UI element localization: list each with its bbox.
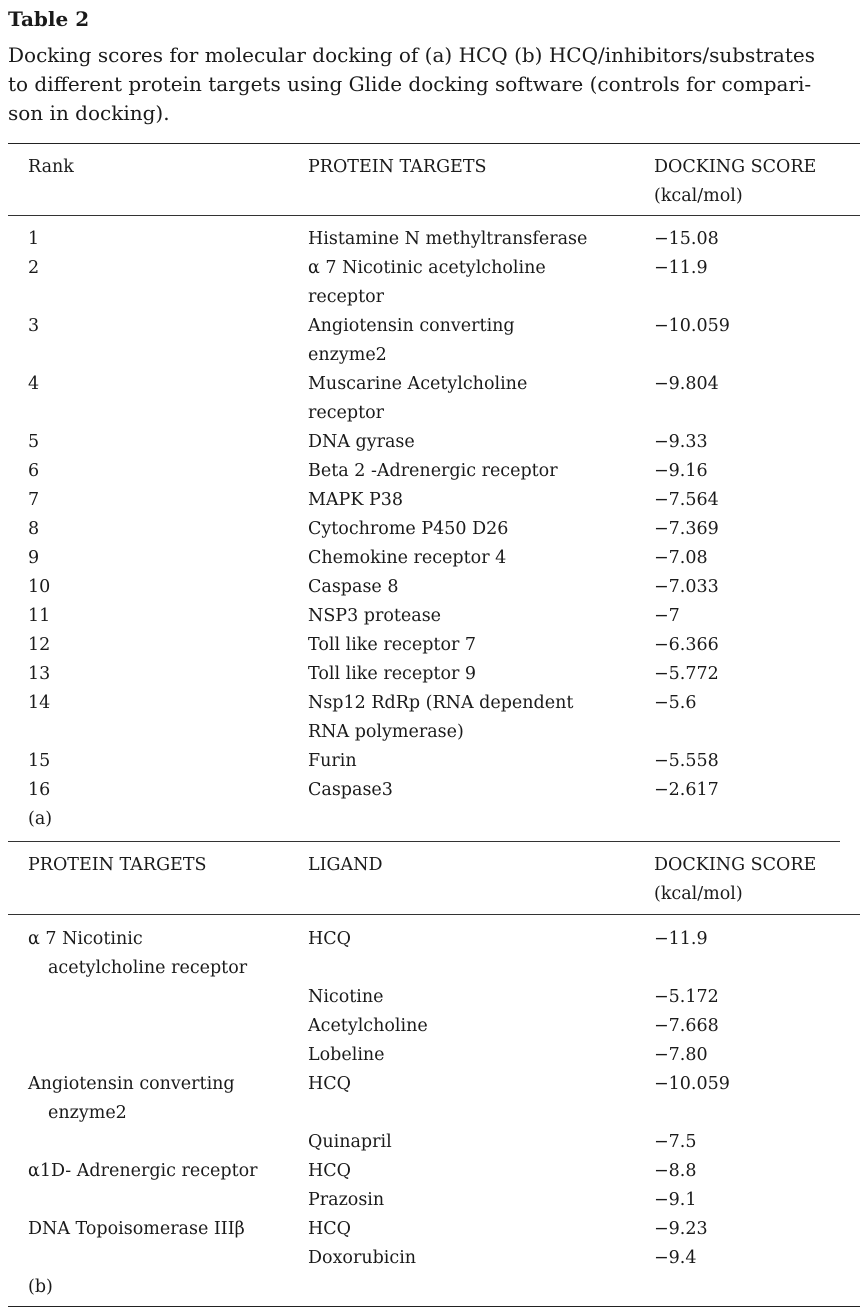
- caption-line: son in docking).: [8, 101, 170, 125]
- table-caption: [8, 41, 860, 128]
- rank-cell: 3: [28, 316, 40, 336]
- ligand-cell: Acetylcholine: [308, 1016, 428, 1036]
- docking-score-cell: −5.772: [654, 664, 719, 684]
- column-header-ligand: LIGAND: [308, 855, 383, 875]
- column-header-unit: (kcal/mol): [654, 884, 743, 904]
- protein-target-cell: receptor: [308, 287, 385, 307]
- ligand-cell: Lobeline: [308, 1045, 385, 1065]
- ligand-cell: Doxorubicin: [308, 1248, 417, 1268]
- rank-cell: 1: [28, 229, 40, 249]
- docking-score-cell: −6.366: [654, 635, 719, 655]
- rank-cell: 5: [28, 432, 40, 452]
- docking-score-cell: −7.80: [654, 1045, 708, 1065]
- column-header-docking-score: DOCKING SCORE: [654, 157, 817, 177]
- docking-score-cell: −7.08: [654, 548, 708, 568]
- protein-target-cell: Nsp12 RdRp (RNA dependent: [308, 693, 574, 713]
- protein-target-cell: MAPK P38: [308, 490, 404, 510]
- docking-score-cell: −7.033: [654, 577, 719, 597]
- column-header-protein-targets: PROTEIN TARGETS: [308, 157, 487, 177]
- docking-score-cell: −5.172: [654, 987, 719, 1007]
- ligand-cell: HCQ: [308, 1219, 351, 1239]
- protein-target-cell: DNA Topoisomerase IIIβ: [28, 1219, 245, 1239]
- caption-line: to different protein targets using Glide docking software (controls for compari-: [8, 72, 812, 96]
- table-part-label: (b): [28, 1277, 53, 1297]
- rank-cell: 11: [28, 606, 51, 626]
- protein-target-cell: α1D- Adrenergic receptor: [28, 1161, 258, 1181]
- docking-score-cell: −9.16: [654, 461, 708, 481]
- rank-cell: 12: [28, 635, 51, 655]
- ligand-cell: HCQ: [308, 1161, 351, 1181]
- docking-score-cell: −5.6: [654, 693, 697, 713]
- docking-score-cell: −2.617: [654, 780, 719, 800]
- protein-target-cell: RNA polymerase): [308, 722, 464, 742]
- protein-target-cell: enzyme2: [48, 1103, 127, 1123]
- ligand-cell: HCQ: [308, 1074, 351, 1094]
- protein-target-cell: Furin: [308, 751, 357, 771]
- docking-score-cell: −9.804: [654, 374, 719, 394]
- rank-cell: 9: [28, 548, 40, 568]
- column-header-docking-score: DOCKING SCORE: [654, 855, 817, 875]
- table-rule: [8, 215, 860, 216]
- rank-cell: 7: [28, 490, 40, 510]
- docking-score-cell: −7: [654, 606, 680, 626]
- docking-score-cell: −7.668: [654, 1016, 719, 1036]
- protein-target-cell: DNA gyrase: [308, 432, 415, 452]
- protein-target-cell: Angiotensin converting: [28, 1074, 235, 1094]
- docking-score-cell: −10.059: [654, 316, 730, 336]
- docking-score-cell: −5.558: [654, 751, 719, 771]
- protein-target-cell: Cytochrome P450 D26: [308, 519, 509, 539]
- table-rule: [8, 1306, 860, 1307]
- docking-score-cell: −7.369: [654, 519, 719, 539]
- table-rule: [8, 841, 840, 842]
- protein-target-cell: Caspase 8: [308, 577, 399, 597]
- table-title: Table 2: [8, 7, 90, 31]
- protein-target-cell: Muscarine Acetylcholine: [308, 374, 528, 394]
- docking-score-cell: −9.1: [654, 1190, 697, 1210]
- rank-cell: 16: [28, 780, 51, 800]
- column-header-protein-targets: PROTEIN TARGETS: [28, 855, 207, 875]
- rank-cell: 15: [28, 751, 51, 771]
- rank-cell: 4: [28, 374, 40, 394]
- rank-cell: 14: [28, 693, 51, 713]
- protein-target-cell: enzyme2: [308, 345, 387, 365]
- protein-target-cell: α 7 Nicotinic acetylcholine: [308, 258, 546, 278]
- protein-target-cell: receptor: [308, 403, 385, 423]
- protein-target-cell: Toll like receptor 7: [308, 635, 477, 655]
- docking-score-cell: −7.5: [654, 1132, 697, 1152]
- docking-score-cell: −15.08: [654, 229, 719, 249]
- docking-score-cell: −11.9: [654, 929, 708, 949]
- caption-line: Docking scores for molecular docking of (a) HCQ (b) HCQ/inhibitors/substrates: [8, 43, 815, 67]
- docking-score-cell: −10.059: [654, 1074, 730, 1094]
- rank-cell: 8: [28, 519, 40, 539]
- docking-score-cell: −8.8: [654, 1161, 697, 1181]
- column-header-rank: Rank: [28, 157, 74, 177]
- table-rule: [8, 914, 860, 915]
- rank-cell: 10: [28, 577, 51, 597]
- docking-score-cell: −11.9: [654, 258, 708, 278]
- protein-target-cell: Toll like receptor 9: [308, 664, 477, 684]
- protein-target-cell: α 7 Nicotinic: [28, 929, 143, 949]
- rank-cell: 13: [28, 664, 51, 684]
- rank-cell: 2: [28, 258, 40, 278]
- protein-target-cell: Angiotensin converting: [308, 316, 515, 336]
- protein-target-cell: NSP3 protease: [308, 606, 442, 626]
- docking-score-cell: −7.564: [654, 490, 719, 510]
- docking-score-cell: −9.23: [654, 1219, 708, 1239]
- protein-target-cell: Caspase3: [308, 780, 393, 800]
- docking-score-cell: −9.33: [654, 432, 708, 452]
- protein-target-cell: Chemokine receptor 4: [308, 548, 507, 568]
- protein-target-cell: Beta 2 -Adrenergic receptor: [308, 461, 558, 481]
- ligand-cell: HCQ: [308, 929, 351, 949]
- rank-cell: 6: [28, 461, 40, 481]
- ligand-cell: Prazosin: [308, 1190, 385, 1210]
- docking-score-cell: −9.4: [654, 1248, 697, 1268]
- protein-target-cell: acetylcholine receptor: [48, 958, 248, 978]
- table-part-label: (a): [28, 809, 53, 829]
- ligand-cell: Quinapril: [308, 1132, 392, 1152]
- table-rule: [8, 143, 860, 144]
- column-header-unit: (kcal/mol): [654, 186, 743, 206]
- protein-target-cell: Histamine N methyltransferase: [308, 229, 588, 249]
- ligand-cell: Nicotine: [308, 987, 384, 1007]
